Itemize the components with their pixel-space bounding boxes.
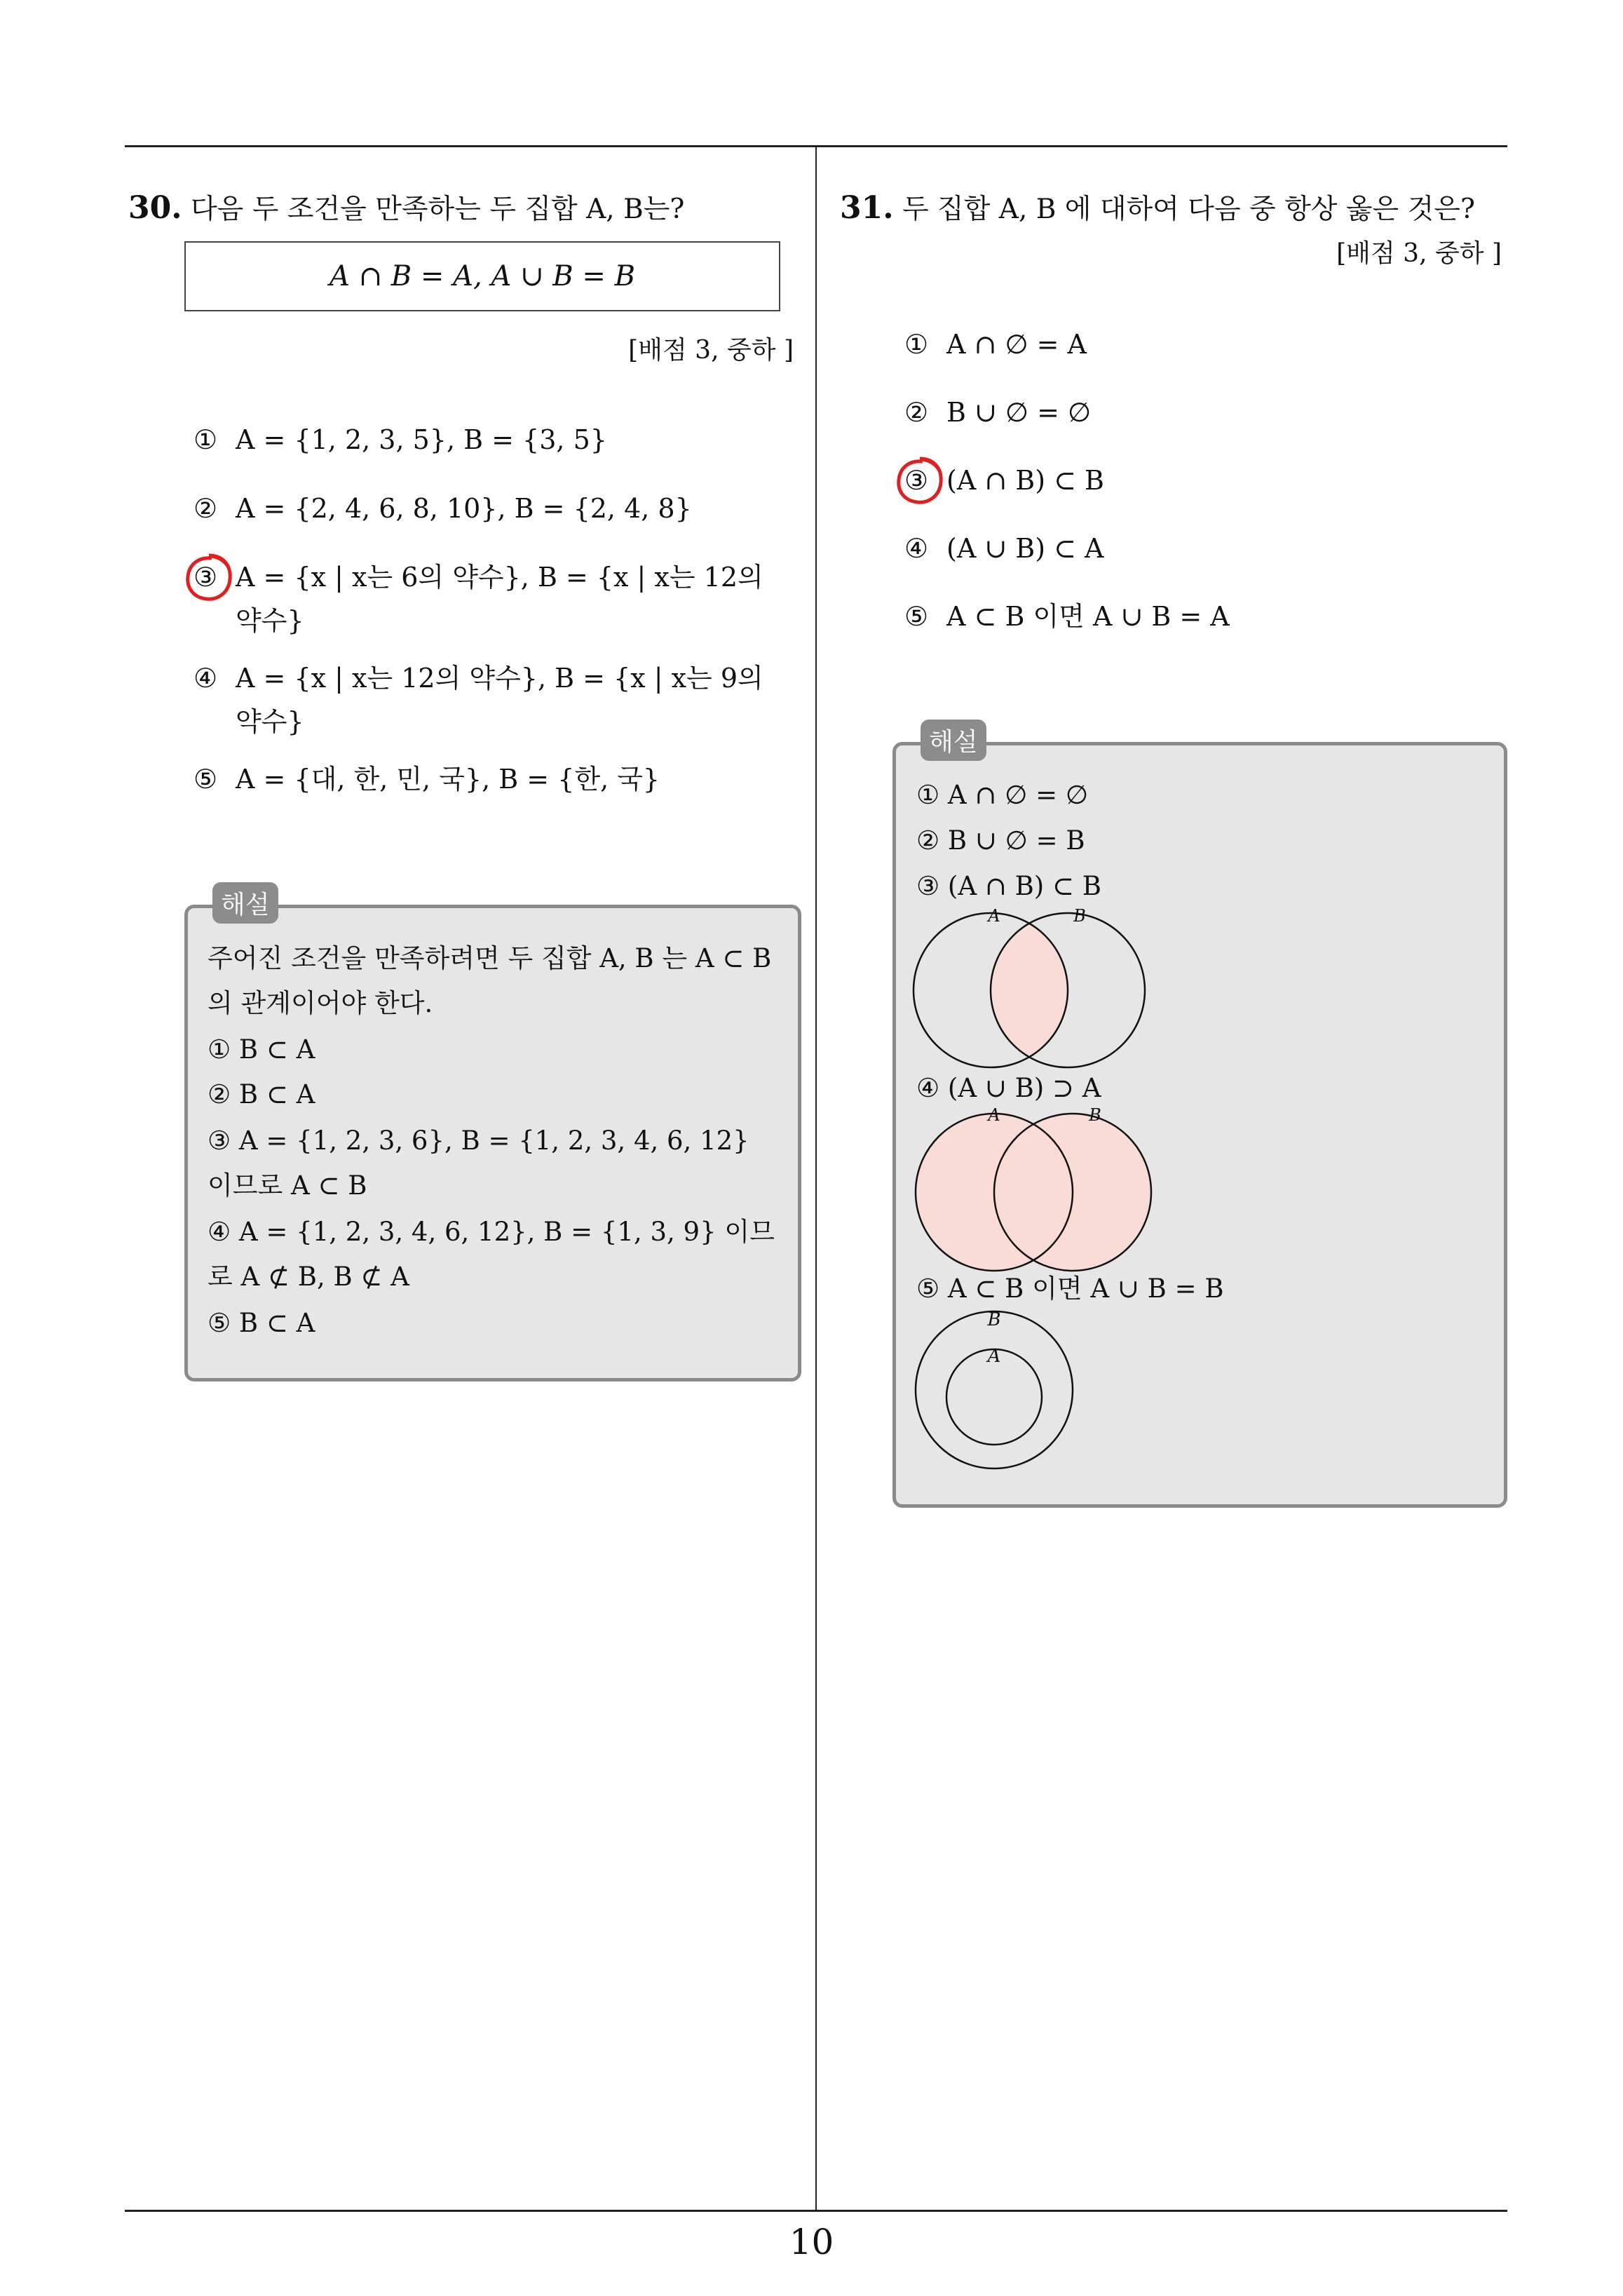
q31-solution-line: ③ (A ∩ B) ⊂ B — [916, 871, 1101, 901]
q31-option-1[interactable] — [904, 323, 1479, 366]
q30-solution-line: 로 A ⊄ B, B ⊄ A — [208, 1262, 409, 1292]
q31-option-3[interactable] — [904, 459, 1479, 502]
q30-solution-line: ④ A = {1, 2, 3, 4, 6, 12}, B = {1, 3, 9} 이므 — [208, 1217, 775, 1247]
q31-number: 31. — [840, 190, 894, 226]
venn-label-b: B — [1089, 1107, 1101, 1125]
option-text: A = {대, 한, 민, 국}, B = {한, 국} — [236, 764, 660, 795]
q30-option-5[interactable] — [193, 757, 796, 801]
q30-option-1[interactable] — [193, 418, 796, 461]
q31-score: [배점 3, 중하 ] — [1336, 239, 1502, 268]
option-text: A = {x | x는 6의 약수}, B = {x | x는 12의 — [236, 562, 763, 593]
column-divider — [815, 145, 817, 2212]
venn-intersection-diagram — [911, 905, 1178, 1073]
option-text: A = {1, 2, 3, 5}, B = {3, 5} — [236, 424, 607, 455]
option-text: A = {2, 4, 6, 8, 10}, B = {2, 4, 8} — [236, 493, 692, 524]
q30-option-3[interactable] — [193, 555, 796, 642]
q30-solution-line: 주어진 조건을 만족하려면 두 집합 A, B 는 A ⊂ B — [208, 943, 772, 973]
q31-option-5[interactable] — [904, 595, 1479, 638]
option-number: ② — [904, 397, 929, 428]
q30-option-2[interactable] — [193, 487, 796, 530]
option-number: ① — [904, 329, 929, 360]
q30-solution-tag: 해설 — [212, 882, 278, 924]
q30-title — [128, 191, 684, 227]
option-text: (A ∪ B) ⊂ A — [946, 533, 1104, 564]
q30-question-text: 다음 두 조건을 만족하는 두 집합 A, B는? — [190, 194, 685, 225]
option-number: ③ — [904, 465, 929, 496]
q30-solution-line: 이므로 A ⊂ B — [208, 1170, 367, 1201]
q31-solution-line: ④ (A ∪ B) ⊃ A — [916, 1073, 1101, 1103]
venn-label-a: A — [988, 906, 1000, 926]
option-number: ① — [193, 424, 218, 455]
option-text: A ∩ ∅ = A — [946, 329, 1087, 360]
q31-question-text: 두 집합 A, B 에 대하여 다음 중 항상 옳은 것은? — [902, 194, 1475, 225]
option-text-continued: 약수} — [236, 706, 304, 737]
q31-solution-line: ⑤ A ⊂ B 이면 A ∪ B = B — [916, 1274, 1224, 1304]
option-number: ③ — [193, 562, 218, 593]
option-number: ② — [193, 493, 218, 524]
venn-label-a: A — [988, 1107, 1000, 1125]
option-number: ④ — [904, 533, 929, 564]
venn-subset-diagram — [911, 1299, 1094, 1474]
option-text: A = {x | x는 12의 약수}, B = {x | x는 9의 — [236, 663, 763, 694]
q30-score: [배점 3, 중하 ] — [628, 336, 794, 365]
q30-solution-line: 의 관계이어야 한다. — [208, 988, 433, 1018]
q30-solution-line: ⑤ B ⊂ A — [208, 1308, 315, 1338]
q31-solution-line: ① A ∩ ∅ = ∅ — [916, 780, 1089, 810]
bottom-rule — [125, 2210, 1507, 2212]
q30-solution-line: ② B ⊂ A — [208, 1079, 315, 1109]
q30-condition-box — [184, 241, 780, 311]
venn-label-a: A — [987, 1346, 1001, 1367]
q31-solution-line: ② B ∪ ∅ = B — [916, 825, 1085, 856]
venn-union-diagram — [911, 1107, 1206, 1275]
option-number: ⑤ — [193, 764, 218, 795]
q30-option-4[interactable] — [193, 656, 796, 743]
q30-solution-line: ① B ⊂ A — [208, 1034, 315, 1065]
q31-title — [840, 191, 1475, 227]
option-text: (A ∩ B) ⊂ B — [946, 465, 1104, 496]
q30-condition: A ∩ B = A, A ∪ B = B — [329, 260, 636, 292]
q31-option-2[interactable] — [904, 391, 1479, 434]
q30-solution-line: ③ A = {1, 2, 3, 6}, B = {1, 2, 3, 4, 6, 12} — [208, 1126, 749, 1156]
option-text-continued: 약수} — [236, 605, 304, 636]
option-number: ⑤ — [904, 601, 929, 632]
option-text: B ∪ ∅ = ∅ — [946, 397, 1092, 428]
q30-number: 30. — [128, 190, 182, 226]
q31-option-4[interactable] — [904, 527, 1479, 570]
option-text: A ⊂ B 이면 A ∪ B = A — [946, 601, 1230, 632]
venn-label-b: B — [987, 1309, 1001, 1330]
q31-solution-tag: 해설 — [921, 720, 986, 761]
option-number: ④ — [193, 663, 218, 694]
venn-label-b: B — [1073, 906, 1086, 926]
page-number: 10 — [789, 2222, 834, 2262]
